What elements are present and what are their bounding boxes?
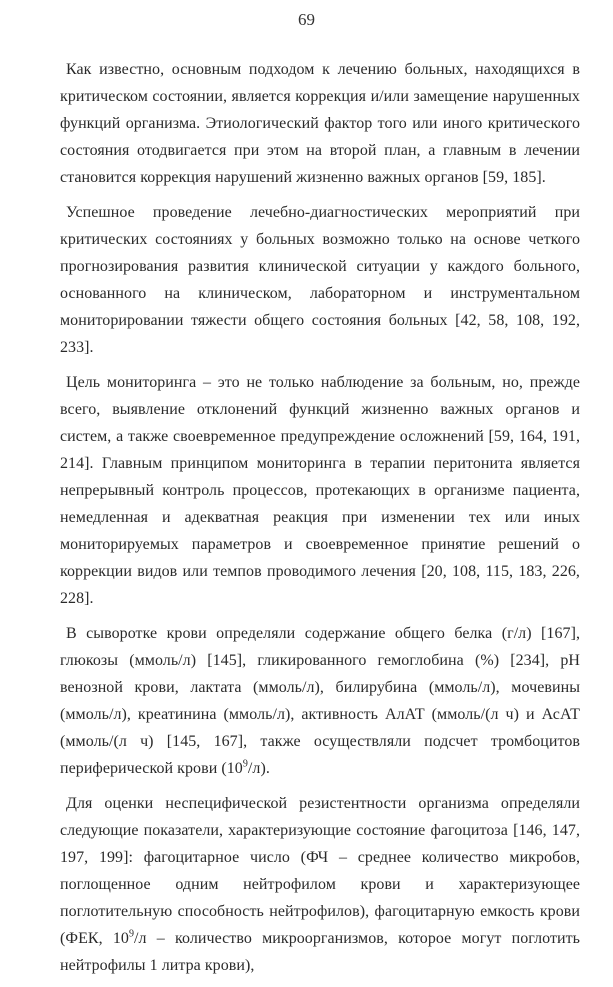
exponent: 9 <box>242 758 248 770</box>
paragraph-5-text: Для оценки неспецифической резистентности организма определяли следующие показатели, характеризующие состояние фагоцитоза [146, 147, 197, 199]: фагоцитарное число (ФЧ – среднее количество микробов, поглощенное одним нейтрофилом крови и характеризующее поглотительную способность нейтрофилов), фагоцитарную емкость крови (ФЕК, 10 <box>60 795 580 947</box>
body-text <box>60 56 580 987</box>
paragraph-4-text: В сыворотке крови определяли содержание общего белка (г/л) [167], глюкозы (ммоль/л) [145], гликированного гемоглобина (%) [234], рН венозной крови, лактата (ммоль/л), билирубина (ммоль/л), мочевины (ммоль/л), креатинина (ммоль/л), активность АлАТ (ммоль/(л ч) и АсАТ (ммоль/(л ч) [145, 167], также осуществляли подсчет тромбоцитов периферической крови (10 <box>60 625 580 777</box>
paragraph-1: Как известно, основным подходом к лечению больных, находящихся в критическом состоянии, является коррекция и/или замещение нарушенных функций организма. Этиологический фактор того или иного критического состояния отодвигается при этом на второй план, а главным в лечении становится коррекция нарушений жизненно важных органов [59, 185]. <box>60 61 580 186</box>
paragraph-2: Успешное проведение лечебно-диагностических мероприятий при критических состояниях у больных возможно только на основе четкого прогнозирования развития клинической ситуации у каждого больного, основанного на клиническом, лабораторном и инструментальном мониторировании тяжести общего состояния больных [42, 58, 108, 192, 233]. <box>60 204 580 356</box>
page-number: 69 <box>298 10 315 29</box>
paragraph-5-tail: /л – количество микроорганизмов, которое могут поглотить нейтрофилы 1 литра крови), <box>60 930 580 974</box>
paragraph-4 <box>60 620 580 782</box>
paragraph-5 <box>60 790 580 979</box>
exponent: 9 <box>128 928 135 940</box>
paragraph-3: Цель мониторинга – это не только наблюдение за больным, но, прежде всего, выявление отклонений функций жизненно важных органов и систем, а также своевременное предупреждение осложнений [59, 164, 191, 214]. Главным принципом мониторинга в терапии перитонита является непрерывный контроль процессов, протекающих в организме пациента, немедленная и адекватная реакция при изменении тех или иных мониторируемых параметров и своевременное принятие решений о коррекции видов или темпов проводимого лечения [20, 108, 115, 183, 226, 228]. <box>60 374 580 607</box>
paragraph-4-tail: /л). <box>247 760 270 777</box>
